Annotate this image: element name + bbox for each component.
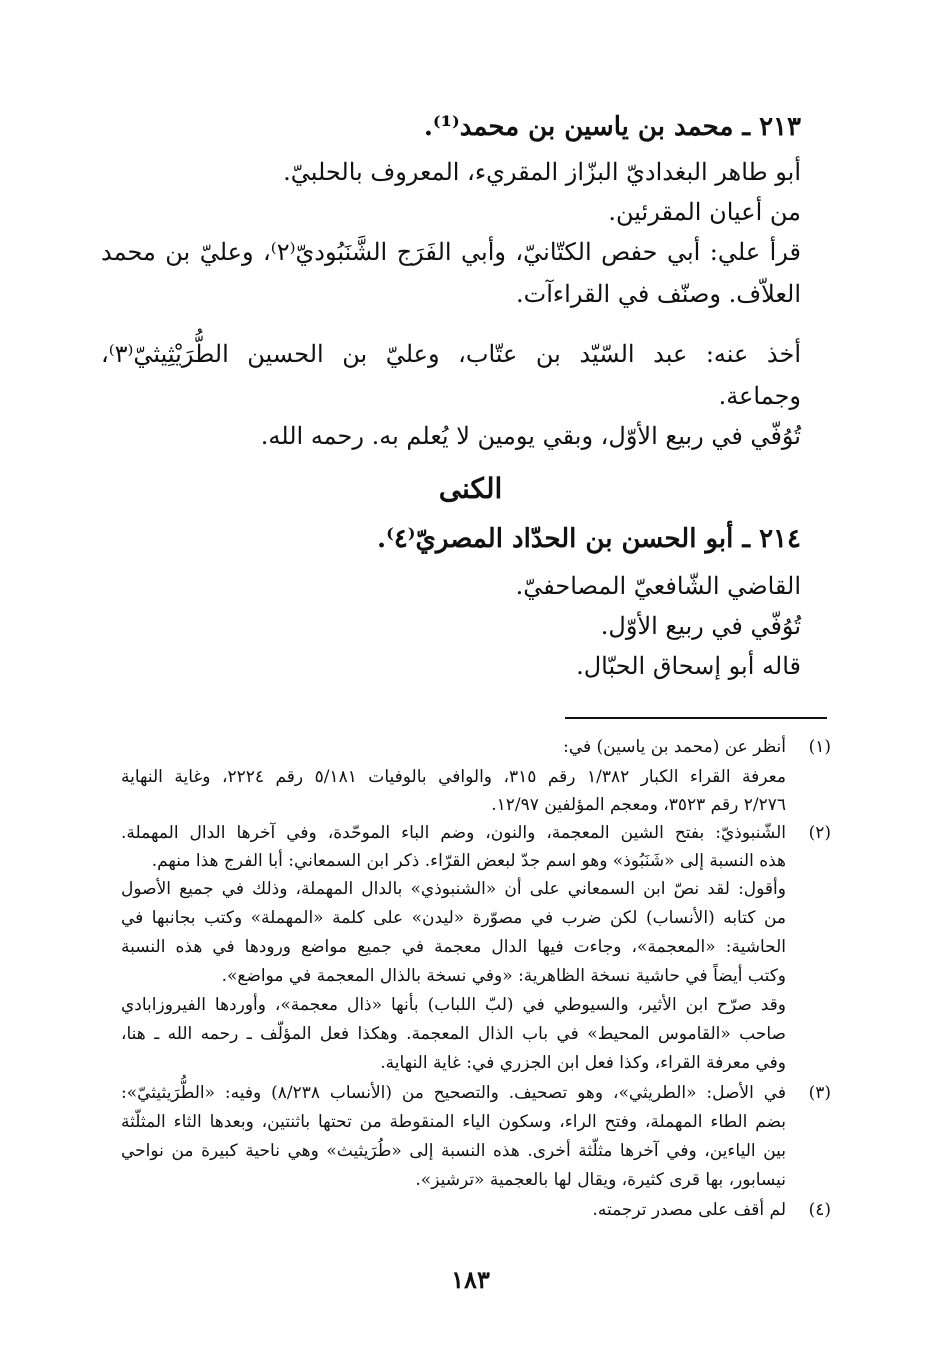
entry-213-line-2: من أعيان المقرئين. bbox=[608, 198, 801, 226]
footnote-2-line-4: من كتابه (الأنساب) لكن ضرب في مصوّرة «ليدن» على كلمة «المهملة» وكتب بجانبها في bbox=[121, 908, 786, 928]
entry-214-line-2: تُوُفّي في ربيع الأوّل. bbox=[600, 612, 801, 640]
footnote-2-line-7: وقد صرّح ابن الأثير، والسيوطي في (لبّ اللباب) بأنها «ذال معجمة»، وأوردها الفيروزابادي bbox=[121, 995, 786, 1015]
footnote-2-line-3: وأقول: لقد نصّ ابن السمعاني على أن «الشنبوذي» بالدال المهملة، وذلك في جميع الأصول bbox=[121, 879, 786, 899]
footnote-1-number: (١) bbox=[808, 737, 831, 757]
section-title: الكنى bbox=[438, 472, 503, 505]
footnote-separator bbox=[565, 717, 827, 719]
footnote-3-line-1: في الأصل: «الطريثي»، وهو تصحيف. والتصحيح من (الأنساب ٨/٢٣٨) وفيه: «الطُّرَيثيثيّ»: bbox=[121, 1083, 787, 1103]
footnote-3-number: (٣) bbox=[808, 1083, 831, 1103]
footnote-1-line-1: أنظر عن (محمد بن ياسين) في: bbox=[563, 737, 786, 757]
footnote-4-line-1: لم أقف على مصدر ترجمته. bbox=[592, 1200, 786, 1220]
footnote-2-line-8: صاحب «القاموس المحيط» في باب الذال المعجمة. وهكذا فعل المؤلّف ـ رحمه الله ـ هنا، bbox=[121, 1024, 786, 1044]
footnote-1-line-2: معرفة القراء الكبار ١/٣٨٢ رقم ٣١٥، والوافي بالوفيات ٥/١٨١ رقم ٢٢٢٤، وغاية النهاية bbox=[121, 767, 786, 787]
entry-213-line-7: تُوُفّي في ربيع الأوّل، وبقي يومين لا يُعلم به. رحمه الله. bbox=[260, 422, 801, 450]
footnote-2-line-9: وفي معرفة القراء، وكذا فعل ابن الجزري في: غاية النهاية. bbox=[380, 1053, 786, 1073]
footnote-4-number: (٤) bbox=[808, 1200, 831, 1220]
footnote-2-line-5: الحاشية: «المعجمة»، وجاءت فيها الدال معجمة في جميع مواضع ورودها في هذه النسبة bbox=[121, 937, 786, 957]
entry-213-heading: ٢١٣ ـ محمد بن ياسين بن محمد⁽¹⁾. bbox=[423, 112, 801, 142]
entry-213-line-5: أخذ عنه: عبد السّيّد بن عتّاب، وعليّ بن الحسين الطُّرَيْثِيثيّ⁽٣⁾، bbox=[101, 340, 802, 368]
entry-213-line-6: وجماعة. bbox=[718, 382, 801, 410]
footnote-2-number: (٢) bbox=[808, 823, 831, 843]
page-number: ١٨٣ bbox=[451, 1265, 490, 1294]
entry-214-line-1: القاضي الشّافعيّ المصاحفيّ. bbox=[515, 572, 801, 600]
footnote-2-line-2: هذه النسبة إلى «شَنَبُوذ» وهو اسم جدّ لبعض القرّاء. ذكر ابن السمعاني: أبا الفرج هذا منهم. bbox=[151, 851, 786, 871]
footnote-2-line-6: وكتب أيضاً في حاشية نسخة الظاهرية: «وفي نسخة بالذال المعجمة في مواضع». bbox=[221, 966, 786, 986]
footnote-2-line-1: الشّنبوذيّ: بفتح الشين المعجمة، والنون، وضم الباء الموحّدة، وفي آخرها الدال المهملة. bbox=[121, 823, 786, 843]
footnote-3-line-4: نيسابور، بها قرى كثيرة، ويقال لها بالعجمية «ترشيز». bbox=[415, 1170, 786, 1190]
footnote-3-line-2: بضم الطاء المهملة، وفتح الراء، وسكون الياء المنقوطة من تحتها باثنتين، وبعدها الثاء المثلّثة bbox=[121, 1112, 786, 1132]
entry-213-line-1: أبو طاهر البغداديّ البزّاز المقريء، المعروف بالحلبيّ. bbox=[283, 158, 801, 186]
entry-214-heading: ٢١٤ ـ أبو الحسن بن الحدّاد المصريّ⁽٤⁾. bbox=[377, 524, 801, 554]
entry-213-line-3: قرأ علي: أبي حفص الكتّانيّ، وأبي الفَرَج الشَّنَبُوديّ⁽٢⁾، وعليّ بن محمد bbox=[101, 238, 802, 266]
footnote-1-line-3: ٢/٢٧٦ رقم ٣٥٢٣، ومعجم المؤلفين ١٢/٩٧. bbox=[491, 795, 786, 815]
footnote-3-line-3: بين الياءين، وفي آخرها مثلّثة أخرى. هذه النسبة إلى «طُرَيثيث» وهي ناحية كبيرة من نواحي bbox=[121, 1141, 786, 1161]
entry-213-line-4: العلاّف. وصنّف في القراءآت. bbox=[515, 280, 801, 308]
entry-214-line-3: قاله أبو إسحاق الحبّال. bbox=[576, 652, 801, 680]
